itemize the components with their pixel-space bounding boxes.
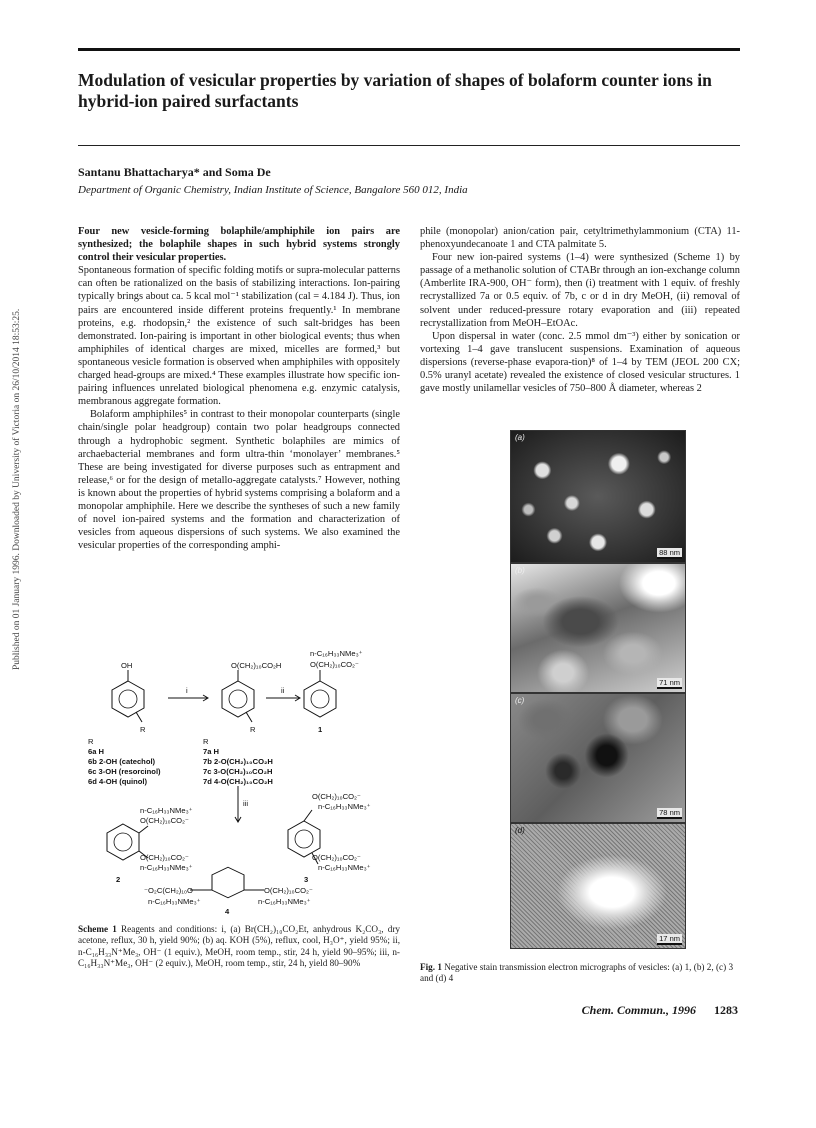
- right-column: [420, 225, 740, 395]
- list-item: 6a H: [88, 747, 105, 756]
- article-title: Modulation of vesicular properties by variation of shapes of bolaform counter ions in hybrid-ion paired surfactants: [78, 70, 712, 111]
- compound-2-label: 2: [116, 875, 121, 884]
- benzene-ring-7: [222, 681, 254, 717]
- compound-4-label: 4: [225, 907, 230, 916]
- compound-4-right-label: O(CH₂)₁₀CO₂⁻: [264, 886, 313, 895]
- cation-label: n-C₁₆H₃₃NMe₃⁺: [140, 863, 193, 872]
- reaction-scheme-diagram: [78, 646, 400, 916]
- list-item: 7a H: [203, 747, 220, 756]
- list-item: 6c 3-OH (resorcinol): [88, 767, 161, 776]
- list-item: 6d 4-OH (quinol): [88, 777, 148, 786]
- step-i-label: i: [186, 686, 188, 695]
- left-column: [78, 225, 400, 552]
- scheme-caption: Scheme 1 Reagents and conditions: i, (a) Br(CH₂)₁₀CO₂Et, anhydrous K₂CO₃, dry acetone, reflux, 30 h, yield 90%; (b) aq. KOH (5%), reflux, cool, H₃O⁺, yield 95%; ii, n-C₁₆H₃₃N⁺Me₃, OH⁻ (1 equiv.), MeOH, room temp., stir, 24 h, yield 90–95%; iii, n-C₁₆H₃₃N⁺Me₃, OH⁻ (2 equiv.), MeOH, room temp., stir, 24 h, yield 80–90%: [78, 924, 400, 969]
- scheme-1: [78, 646, 400, 916]
- benzene-ring-4: [212, 867, 244, 898]
- list-item: 7b 2-O(CH₂)₁₀CO₂H: [203, 757, 273, 766]
- cation-label: n-C₁₆H₃₃NMe₃⁺: [148, 897, 201, 906]
- compound-4-left-label: ⁻O₂C(CH₂)₁₀O: [144, 886, 193, 895]
- scale-bar: 71 nm: [659, 678, 680, 687]
- list-item: 7c 3-O(CH₂)₁₀CO₂H: [203, 767, 273, 776]
- compound-1-label: 1: [318, 725, 323, 734]
- r-label: R: [250, 725, 256, 734]
- affiliation: Department of Organic Chemistry, Indian Institute of Science, Bangalore 560 012, India: [78, 184, 468, 196]
- benzene-ring-3: [288, 821, 320, 857]
- title-rule: [78, 145, 740, 146]
- abstract: Four new vesicle-forming bolaphile/amphiphile ion pairs are synthesized; the bolaphile shapes in such hybrid systems strongly control their vesicular properties.: [78, 226, 400, 264]
- benzene-ring-1: [304, 681, 336, 717]
- r-label: R: [140, 725, 146, 734]
- benzene-ring-2: [107, 824, 139, 860]
- micrograph-panel-b: (b) 71 nm: [510, 563, 686, 693]
- cation-label: n-C₁₆H₃₃NMe₃⁺: [318, 802, 371, 811]
- cation-label: n-C₁₆H₃₃NMe₃⁺: [310, 649, 363, 658]
- micrograph-panel-d: (d) 17 nm: [510, 823, 686, 949]
- acid-label: O(CH₂)₁₀CO₂H: [231, 661, 282, 670]
- anion-label: O(CH₂)₁₀CO₂⁻: [312, 853, 361, 862]
- benzene-ring-6: [112, 681, 144, 717]
- step-ii-label: ii: [281, 686, 285, 695]
- cation-label: n-C₁₆H₃₃NMe₃⁺: [140, 806, 193, 815]
- paragraph: Four new ion-paired systems (1–4) were synthesized (Scheme 1) by passage of a methanolic solution of CTABr through an ion-exchange column (Amberlite IRA-900, OH⁻ form), then (i) treatment with 1 equiv. of freshly recrystallized 7a or 0.5 equiv. of 7b, c or d in dry MeOH, (ii) removal of solvent under reduced-pressure rotary evaporation and (iii) repeated recrystallization from MeOH–EtOAc.: [420, 252, 740, 329]
- paragraph: Upon dispersal in water (conc. 2.5 mmol dm⁻³) either by sonication or vortexing 1–4 gave translucent suspensions. Examination of aqueous dispersions (reverse-phase evapora-tion)⁸ of 1–4 by TEM (JEOL 200 CX; 0.5% uranyl acetate) revealed the existence of closed vesicular structures. 1 gave mostly unilamellar vesicles of 750–800 Å diameter, whereas 2: [420, 330, 740, 395]
- micrograph-panel-a: (a) 88 nm: [510, 430, 686, 563]
- r-label: R: [88, 737, 94, 746]
- scale-bar: 17 nm: [659, 934, 680, 943]
- journal-citation: Chem. Commun., 1996: [581, 1003, 696, 1017]
- paragraph: Bolaform amphiphiles⁵ in contrast to their monopolar counterparts (single chain/single polar headgroup) contain two polar headgroups connected through a hydrophobic segment. Synthetic bolaphiles are mimics of archaebacterial membranes and form ultra-thin ‘monolayer’ membranes.⁵ These are being investigated for diverse purposes such as entrapment and release,⁶ or for the design of metallo-aggregate catalysts.⁷ However, nothing is known about the properties of hybrid systems comprising a bolaform and a monopolar amphiphile. Here we describe the syntheses of such a new family of novel ion-paired systems and the formation and characterization of vesicles from aqueous dispersions of such systems. We also examined the vesicular properties of the corresponding amphi-: [78, 409, 400, 552]
- page-footer: [582, 1003, 738, 1018]
- anion-label: O(CH₂)₁₀CO₂⁻: [140, 816, 189, 825]
- scale-bar: 88 nm: [659, 548, 680, 557]
- figure-caption: Fig. 1 Negative stain transmission electron micrographs of vesicles: (a) 1, (b) 2, (c) 3 and (d) 4: [420, 962, 734, 984]
- list-item: 6b 2-OH (catechol): [88, 757, 156, 766]
- download-watermark: Published on 01 January 1996. Downloaded by University of Victoria on 26/10/2014 18:53:25.: [12, 308, 22, 670]
- authors: Santanu Bhattacharya* and Soma De: [78, 165, 271, 179]
- scale-bar: 78 nm: [659, 808, 680, 817]
- anion-label: O(CH₂)₁₀CO₂⁻: [312, 792, 361, 801]
- anion-label: O(CH₂)₁₀CO₂⁻: [310, 660, 359, 669]
- top-rule: [78, 48, 740, 51]
- list-item: 7d 4-O(CH₂)₁₀CO₂H: [203, 777, 273, 786]
- oh-label: OH: [121, 661, 133, 670]
- micrograph-panel-c: (c) 78 nm: [510, 693, 686, 823]
- cation-label: n-C₁₆H₃₃NMe₃⁺: [318, 863, 371, 872]
- paragraph: phile (monopolar) anion/cation pair, cetyltrimethylammonium (CTA) 11-phenoxyundecanoate 1 and CTA palmitate 5.: [420, 226, 740, 251]
- anion-label: O(CH₂)₁₀CO₂⁻: [140, 853, 189, 862]
- r-label: R: [203, 737, 209, 746]
- cation-label: n-C₁₆H₃₃NMe₃⁺: [258, 897, 311, 906]
- page-number: 1283: [714, 1003, 738, 1017]
- paragraph: Spontaneous formation of specific folding motifs or supra-molecular patterns can often be rationalized on the basis of stabilizing interactions. Ion-pairing typically brings about ca. 5 kcal mol⁻¹ stabilization (cal = 4.184 J). Thus, ion pairs are encountered inside different proteins frequently.¹ In membrane proteins, e.g. rhodopsin,² the existence of such salt-bridges has been demonstrated. Ion-pairing is important in other biological events; thus when amphiphiles of identical charges are mixed, micelles are formed,³ but spontaneous vesicle formation is observed when amphiphiles with oppositely charged head-groups are mixed.⁴ These examples illustrate how specific ion-pairing influences unrelated biological phenomena e.g. enzymic catalysis, membranous aggregate formation.: [78, 265, 400, 408]
- step-iii-label: iii: [243, 799, 249, 808]
- compound-3-label: 3: [304, 875, 309, 884]
